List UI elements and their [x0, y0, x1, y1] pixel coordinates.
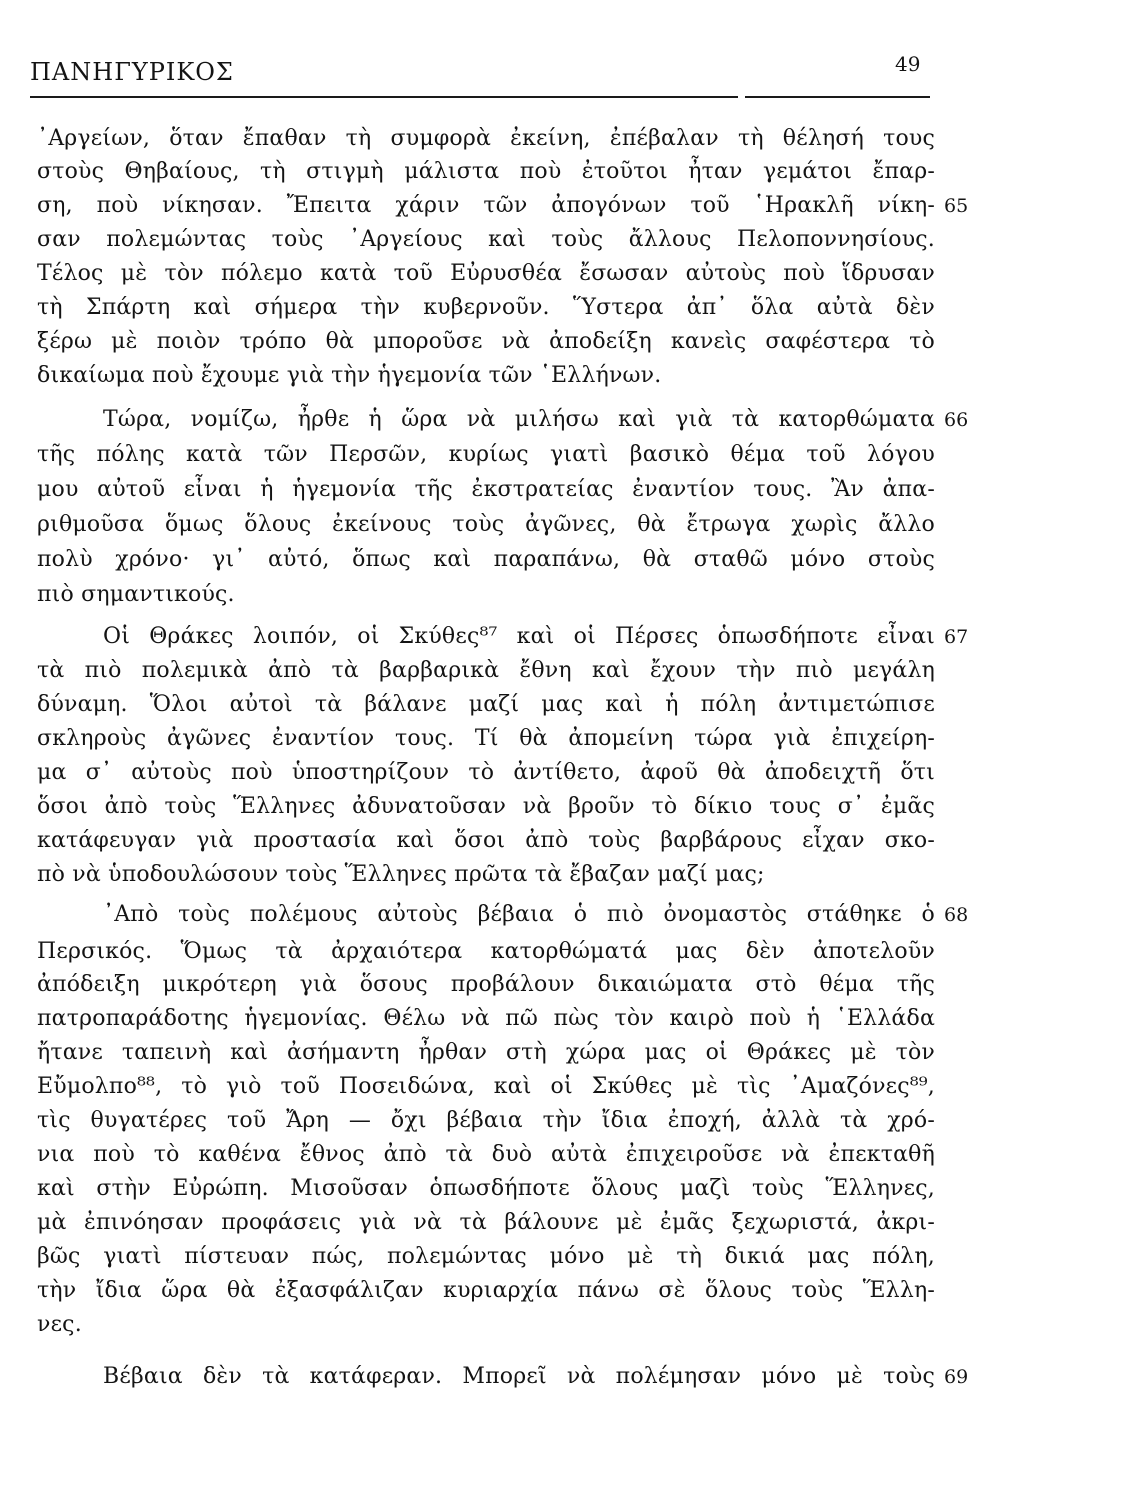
text-line: μα σ᾿ αὐτοὺς ποὺ ὑποστηρίζουν τὸ ἀντίθετο, ἀφοῦ θὰ ἀποδειχτῆ ὅτι [37, 760, 935, 785]
text-line: νια ποὺ τὸ καθένα ἔθνος ἀπὸ τὰ δυὸ αὐτὰ ἐπιχειροῦσε νὰ ἐπεκταθῆ [37, 1142, 935, 1167]
text-line: νες. [37, 1312, 82, 1337]
text-line: ᾿Αργείων, ὅταν ἔπαθαν τὴ συμφορὰ ἐκείνη, ἐπέβαλαν τὴ θέλησή τους [37, 126, 935, 151]
text-line: τὴν ἴδια ὥρα θὰ ἐξασφάλιζαν κυριαρχία πάνω σὲ ὅλους τοὺς Ἕλλη- [37, 1278, 935, 1303]
running-header-title: ΠΑΝΗΓΥΡΙΚΟΣ [30, 58, 234, 86]
text-line: πιὸ σημαντικούς. [37, 582, 235, 607]
text-line: στοὺς Θηβαίους, τὴ στιγμὴ μάλιστα ποὺ ἐτοῦτοι ἦταν γεμάτοι ἔπαρ- [37, 159, 935, 184]
text-line: τὶς θυγατέρες τοῦ Ἄρη — ὄχι βέβαια τὴν ἴδια ἐποχή, ἀλλὰ τὰ χρό- [37, 1108, 935, 1133]
text-line: Περσικός. Ὅμως τὰ ἀρχαιότερα κατορθώματά μας δὲν ἀποτελοῦν [37, 939, 935, 964]
text-line: ἀπόδειξη μικρότερη γιὰ ὅσους προβάλουν δικαιώματα στὸ θέμα τῆς [37, 972, 935, 997]
text-line: τῆς πόλης κατὰ τῶν Περσῶν, κυρίως γιατὶ βασικὸ θέμα τοῦ λόγου [37, 442, 935, 467]
text-line: ᾿Απὸ τοὺς πολέμους αὐτοὺς βέβαια ὁ πιὸ ὀνομαστὸς στάθηκε ὁ [103, 902, 935, 927]
text-line: τὴ Σπάρτη καὶ σήμερα τὴν κυβερνοῦν. Ὕστερα ἀπ᾿ ὅλα αὐτὰ δὲν [37, 295, 935, 320]
text-line: δύναμη. Ὅλοι αὐτοὶ τὰ βάλανε μαζί μας καὶ ἡ πόλη ἀντιμετώπισε [37, 692, 935, 717]
margin-section-number: 68 [944, 904, 969, 926]
page-number: 49 [895, 52, 921, 76]
text-line: Βέβαια δὲν τὰ κατάφεραν. Μπορεῖ νὰ πολέμησαν μόνο μὲ τοὺς [103, 1364, 935, 1389]
header-rule [745, 96, 930, 98]
text-line: ση, ποὺ νίκησαν. Ἔπειτα χάριν τῶν ἀπογόνων τοῦ ῾Ηρακλῆ νίκη- [37, 193, 935, 218]
text-line: ὅσοι ἀπὸ τοὺς Ἕλληνες ἀδυνατοῦσαν νὰ βροῦν τὸ δίκιο τους σ᾿ ἐμᾶς [37, 794, 935, 819]
text-line: καὶ στὴν Εὐρώπη. Μισοῦσαν ὁπωσδήποτε ὅλους μαζὶ τοὺς Ἕλληνες, [37, 1176, 935, 1201]
text-line: μὰ ἐπινόησαν προφάσεις γιὰ νὰ τὰ βάλουνε μὲ ἐμᾶς ξεχωριστά, ἀκρι- [37, 1210, 935, 1235]
text-line: σκληροὺς ἀγῶνες ἐναντίον τους. Τί θὰ ἀπομείνη τώρα γιὰ ἐπιχείρη- [37, 726, 935, 751]
margin-section-number: 66 [944, 409, 969, 431]
text-line: ξέρω μὲ ποιὸν τρόπο θὰ μποροῦσε νὰ ἀποδείξη κανεὶς σαφέστερα τὸ [37, 329, 935, 354]
text-line: Τώρα, νομίζω, ἦρθε ἡ ὥρα νὰ μιλήσω καὶ γιὰ τὰ κατορθώματα [103, 407, 935, 432]
text-line: πὸ νὰ ὑποδουλώσουν τοὺς Ἕλληνες πρῶτα τὰ ἔβαζαν μαζί μας; [37, 862, 765, 887]
text-line: σαν πολεμώντας τοὺς ᾿Αργείους καὶ τοὺς ἄλλους Πελοποννησίους. [37, 227, 935, 252]
margin-section-number: 65 [944, 195, 969, 217]
margin-section-number: 69 [944, 1366, 969, 1388]
text-line: Τέλος μὲ τὸν πόλεμο κατὰ τοῦ Εὐρυσθέα ἔσωσαν αὐτοὺς ποὺ ἵδρυσαν [37, 261, 935, 286]
margin-section-number: 67 [944, 626, 969, 648]
header-rule [30, 96, 738, 98]
text-line: ἤτανε ταπεινὴ καὶ ἀσήμαντη ἦρθαν στὴ χώρα μας οἱ Θράκες μὲ τὸν [37, 1040, 935, 1065]
text-line: ριθμοῦσα ὅμως ὅλους ἐκείνους τοὺς ἀγῶνες, θὰ ἔτρωγα χωρὶς ἄλλο [37, 512, 935, 537]
text-line: βῶς γιατὶ πίστευαν πώς, πολεμώντας μόνο μὲ τὴ δικιά μας πόλη, [37, 1244, 935, 1269]
text-line: πολὺ χρόνο· γι᾿ αὐτό, ὅπως καὶ παραπάνω, θὰ σταθῶ μόνο στοὺς [37, 547, 935, 572]
text-line: Οἱ Θράκες λοιπόν, οἱ Σκύθες⁸⁷ καὶ οἱ Πέρσες ὁπωσδήποτε εἶναι [103, 624, 935, 649]
text-line: τὰ πιὸ πολεμικὰ ἀπὸ τὰ βαρβαρικὰ ἔθνη καὶ ἔχουν τὴν πιὸ μεγάλη [37, 658, 935, 683]
text-line: μου αὐτοῦ εἶναι ἡ ἡγεμονία τῆς ἐκστρατείας ἐναντίον τους. Ἂν ἀπα- [37, 477, 935, 502]
text-line: κατάφευγαν γιὰ προστασία καὶ ὅσοι ἀπὸ τοὺς βαρβάρους εἶχαν σκο- [37, 828, 935, 853]
text-line: πατροπαράδοτης ἡγεμονίας. Θέλω νὰ πῶ πὼς τὸν καιρὸ ποὺ ἡ ῾Ελλάδα [37, 1006, 935, 1031]
text-line: Εὔμολπο⁸⁸, τὸ γιὸ τοῦ Ποσειδώνα, καὶ οἱ Σκύθες μὲ τὶς ᾿Αμαζόνες⁸⁹, [37, 1074, 935, 1099]
text-line: δικαίωμα ποὺ ἔχουμε γιὰ τὴν ἡγεμονία τῶν ῾Ελλήνων. [37, 363, 662, 388]
